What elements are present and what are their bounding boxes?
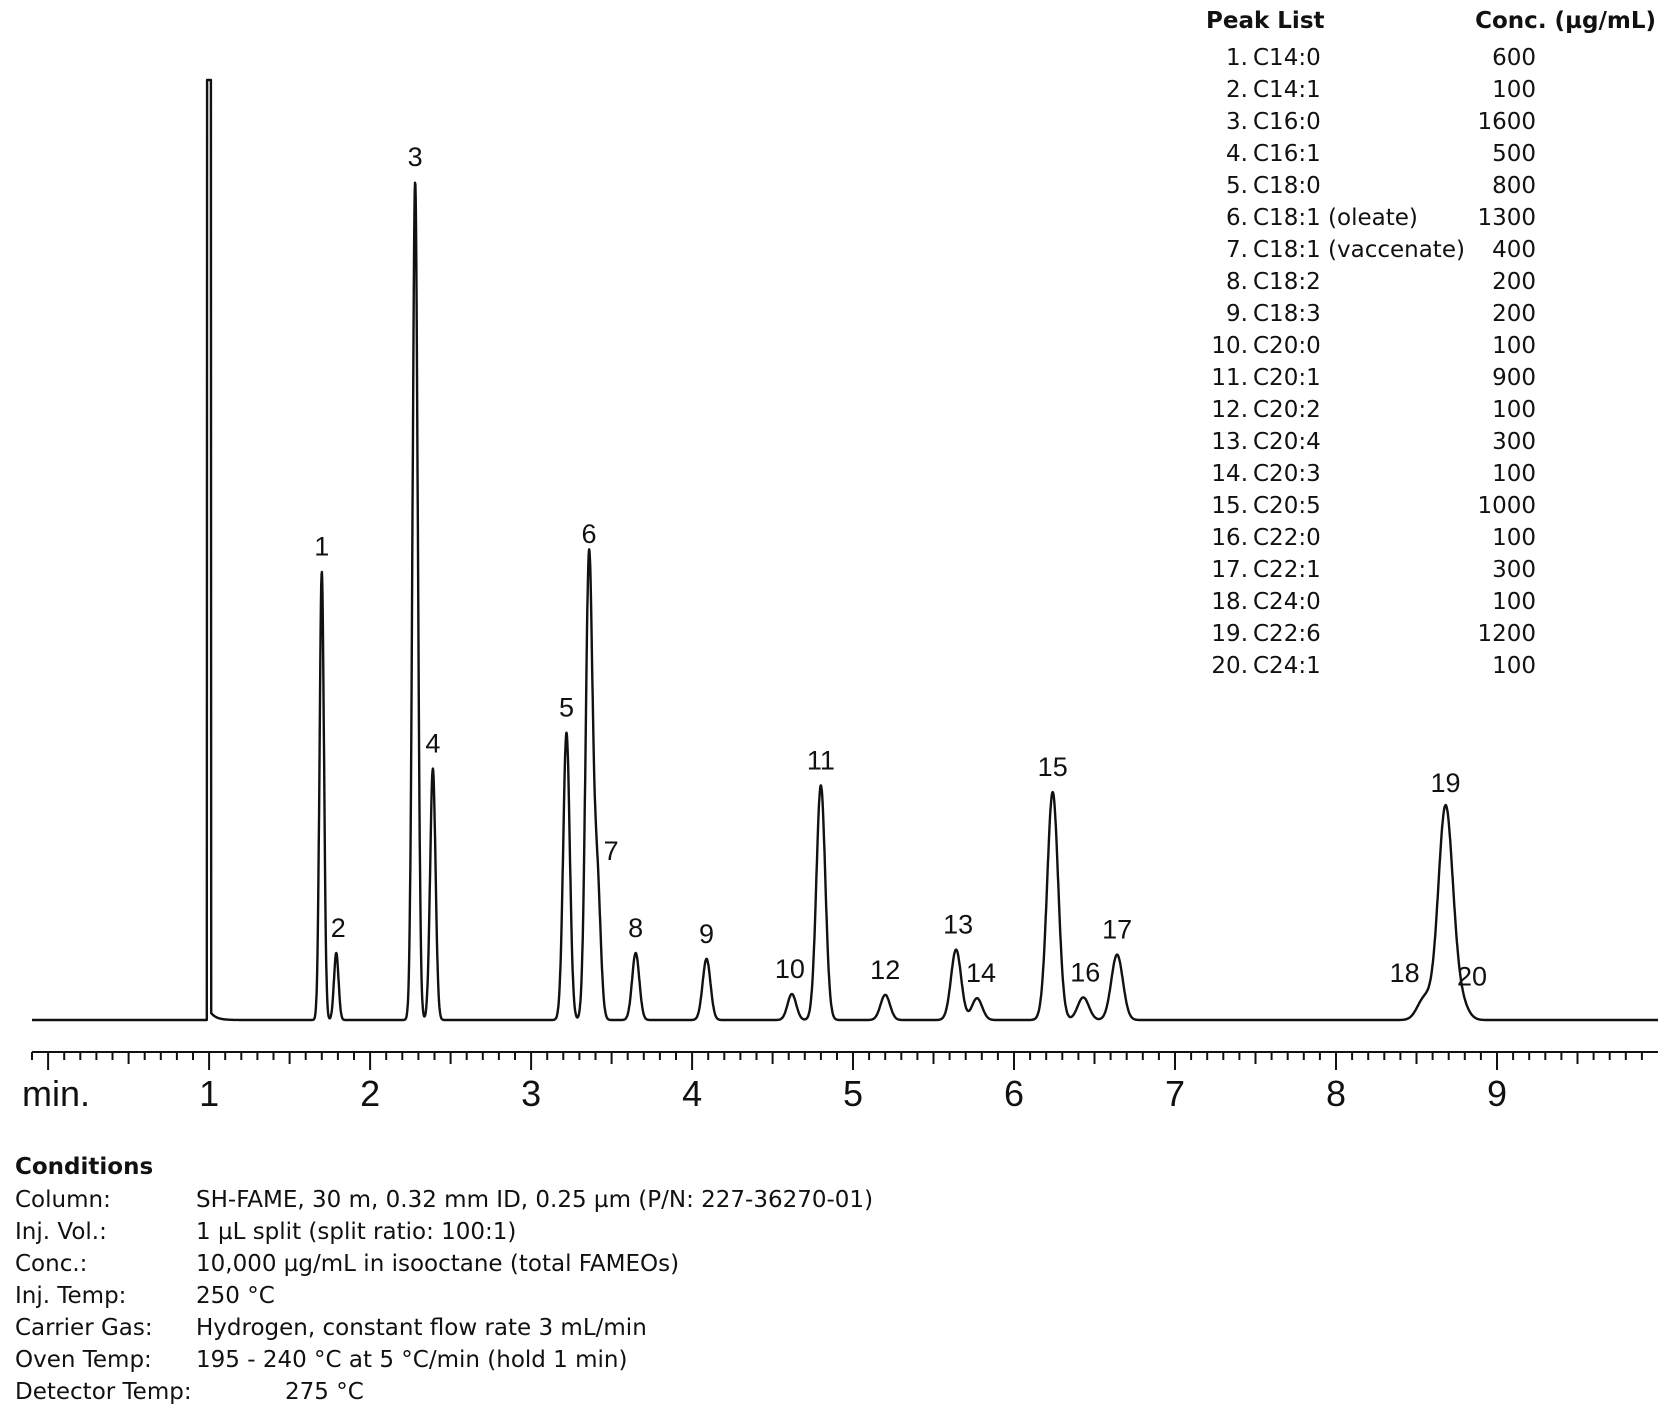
condition-label: Conc.: (15, 1251, 88, 1277)
x-tick-label: 3 (521, 1073, 542, 1114)
peak-label: 15 (1037, 752, 1068, 783)
compound-name: C22:6 (1253, 621, 1321, 647)
compound-name: C24:1 (1253, 653, 1321, 679)
peak-list-row (1196, 650, 1666, 682)
peak-label: 8 (628, 913, 644, 943)
compound-concentration: 300 (1492, 429, 1536, 455)
condition-value: 1 µL split (split ratio: 100:1) (196, 1219, 517, 1245)
peak-list-row (1196, 618, 1666, 650)
compound-name: C18:2 (1253, 269, 1321, 295)
compound-name: C20:1 (1253, 365, 1321, 391)
peak-number: 8. (1226, 269, 1248, 295)
conditions-section (15, 1150, 915, 1408)
peak-number: 4. (1226, 141, 1248, 167)
peak-label: 9 (698, 918, 715, 949)
compound-concentration: 1600 (1477, 109, 1536, 135)
condition-label: Detector Temp: (15, 1379, 192, 1405)
x-tick-label: 8 (1325, 1073, 1347, 1114)
compound-concentration: 200 (1492, 269, 1536, 295)
peak-number: 10. (1211, 333, 1248, 359)
peak-list-row (1196, 138, 1666, 170)
peak-number: 20. (1211, 653, 1248, 679)
x-axis-unit-label: min. (22, 1073, 91, 1114)
compound-name: C18:3 (1253, 301, 1321, 327)
peak-label: 6 (581, 519, 597, 550)
x-tick-label: 7 (1164, 1073, 1186, 1114)
x-tick-label: 1 (199, 1073, 220, 1114)
peak-list-header (1196, 8, 1666, 42)
compound-concentration: 100 (1492, 653, 1536, 679)
compound-name: C20:0 (1253, 333, 1321, 359)
peak-list-row (1196, 106, 1666, 138)
peak-label: 11 (806, 745, 835, 776)
peak-list-row (1196, 266, 1666, 298)
peak-label: 13 (943, 909, 974, 940)
peak-list-row (1196, 522, 1666, 554)
x-tick-label: 2 (360, 1073, 381, 1114)
condition-row (15, 1216, 915, 1248)
peak-number: 1. (1226, 45, 1248, 71)
peak-list-row (1196, 586, 1666, 618)
condition-label: Carrier Gas: (15, 1315, 153, 1341)
condition-label: Column: (15, 1187, 111, 1213)
peak-number: 3. (1226, 109, 1248, 135)
condition-label: Oven Temp: (15, 1347, 152, 1373)
peak-list-row (1196, 170, 1666, 202)
peak-number: 15. (1211, 493, 1248, 519)
compound-concentration: 400 (1492, 237, 1536, 263)
compound-concentration: 100 (1492, 589, 1536, 615)
compound-concentration: 300 (1492, 557, 1536, 583)
condition-label: Inj. Vol.: (15, 1219, 107, 1245)
peak-label: 5 (558, 692, 575, 723)
peak-label: 14 (965, 958, 997, 989)
peak-number: 16. (1211, 525, 1248, 551)
condition-value: 275 °C (285, 1379, 364, 1405)
compound-name: C22:1 (1253, 557, 1321, 583)
compound-concentration: 500 (1492, 141, 1536, 167)
compound-concentration: 100 (1492, 397, 1536, 423)
peak-label: 10 (774, 954, 805, 984)
peak-list-row (1196, 42, 1666, 74)
compound-concentration: 600 (1492, 45, 1536, 71)
x-tick-label: 4 (682, 1073, 703, 1114)
peak-number: 11. (1211, 365, 1248, 391)
peak-number: 14. (1211, 461, 1248, 487)
compound-name: C14:1 (1253, 77, 1321, 103)
peak-label: 4 (425, 728, 441, 759)
peak-list-row (1196, 490, 1666, 522)
peak-list-row (1196, 74, 1666, 106)
peak-list-row (1196, 298, 1666, 330)
compound-name: C20:3 (1253, 461, 1321, 487)
compound-concentration: 100 (1492, 77, 1536, 103)
compound-name: C20:2 (1253, 397, 1321, 423)
condition-row (15, 1312, 915, 1344)
condition-row (15, 1344, 915, 1376)
compound-name: C20:5 (1253, 493, 1321, 519)
compound-concentration: 1000 (1477, 493, 1536, 519)
compound-concentration: 900 (1492, 365, 1536, 391)
peak-label: 18 (1389, 958, 1420, 989)
peak-number: 19. (1211, 621, 1248, 647)
peak-list-row (1196, 330, 1666, 362)
compound-name: C18:1 (vaccenate) (1253, 237, 1465, 263)
condition-row (15, 1184, 915, 1216)
peak-label: 17 (1102, 914, 1133, 945)
peak-list-table (1196, 8, 1666, 682)
compound-name: C16:1 (1253, 141, 1321, 167)
peak-list-row (1196, 202, 1666, 234)
peak-label: 3 (407, 142, 423, 172)
compound-concentration: 100 (1492, 461, 1536, 487)
peak-number: 17. (1211, 557, 1248, 583)
peak-list-row (1196, 554, 1666, 586)
condition-value: 10,000 µg/mL in isooctane (total FAMEOs) (196, 1251, 680, 1277)
peak-list-title: Peak List (1206, 8, 1325, 34)
compound-concentration: 1200 (1477, 621, 1536, 647)
peak-label: 20 (1456, 961, 1488, 992)
compound-name: C18:0 (1253, 173, 1321, 199)
condition-value: 250 °C (196, 1283, 275, 1309)
peak-number: 13. (1211, 429, 1248, 455)
peak-label: 12 (870, 954, 901, 985)
compound-concentration: 1300 (1477, 205, 1536, 231)
condition-row (15, 1376, 915, 1408)
compound-name: C14:0 (1253, 45, 1321, 71)
peak-number: 12. (1211, 397, 1248, 423)
condition-value: SH-FAME, 30 m, 0.32 mm ID, 0.25 µm (P/N: 227-36270-01) (196, 1187, 874, 1213)
peak-label: 2 (330, 913, 346, 943)
peak-number: 5. (1226, 173, 1248, 199)
peak-list-row (1196, 426, 1666, 458)
compound-name: C24:0 (1253, 589, 1321, 615)
condition-label: Inj. Temp: (15, 1283, 127, 1309)
compound-concentration: 100 (1492, 525, 1536, 551)
peak-list-row (1196, 362, 1666, 394)
peak-label: 7 (603, 835, 619, 866)
conditions-title: Conditions (15, 1154, 154, 1180)
compound-concentration: 200 (1492, 301, 1536, 327)
peak-number: 18. (1211, 589, 1248, 615)
compound-concentration: 100 (1492, 333, 1536, 359)
peak-number: 9. (1226, 301, 1248, 327)
peak-list-conc-header: Conc. (µg/mL) (1475, 8, 1656, 34)
x-tick-label: 5 (842, 1073, 864, 1114)
compound-name: C22:0 (1253, 525, 1321, 551)
condition-row (15, 1248, 915, 1280)
peak-number: 6. (1226, 205, 1248, 231)
compound-name: C20:4 (1253, 429, 1321, 455)
condition-value: 195 - 240 °C at 5 °C/min (hold 1 min) (196, 1347, 628, 1373)
condition-row (15, 1280, 915, 1312)
peak-list-row (1196, 394, 1666, 426)
x-tick-label: 9 (1486, 1073, 1508, 1114)
compound-name: C18:1 (oleate) (1253, 205, 1418, 231)
peak-list-row (1196, 458, 1666, 490)
peak-label: 19 (1430, 768, 1461, 798)
peak-label: 1 (314, 531, 330, 562)
compound-name: C16:0 (1253, 109, 1321, 135)
peak-list-row (1196, 234, 1666, 266)
peak-number: 7. (1226, 237, 1248, 263)
peak-label: 16 (1070, 957, 1101, 988)
compound-concentration: 800 (1492, 173, 1536, 199)
condition-value: Hydrogen, constant flow rate 3 mL/min (196, 1315, 647, 1341)
peak-number: 2. (1226, 77, 1248, 103)
x-tick-label: 6 (1003, 1073, 1025, 1114)
